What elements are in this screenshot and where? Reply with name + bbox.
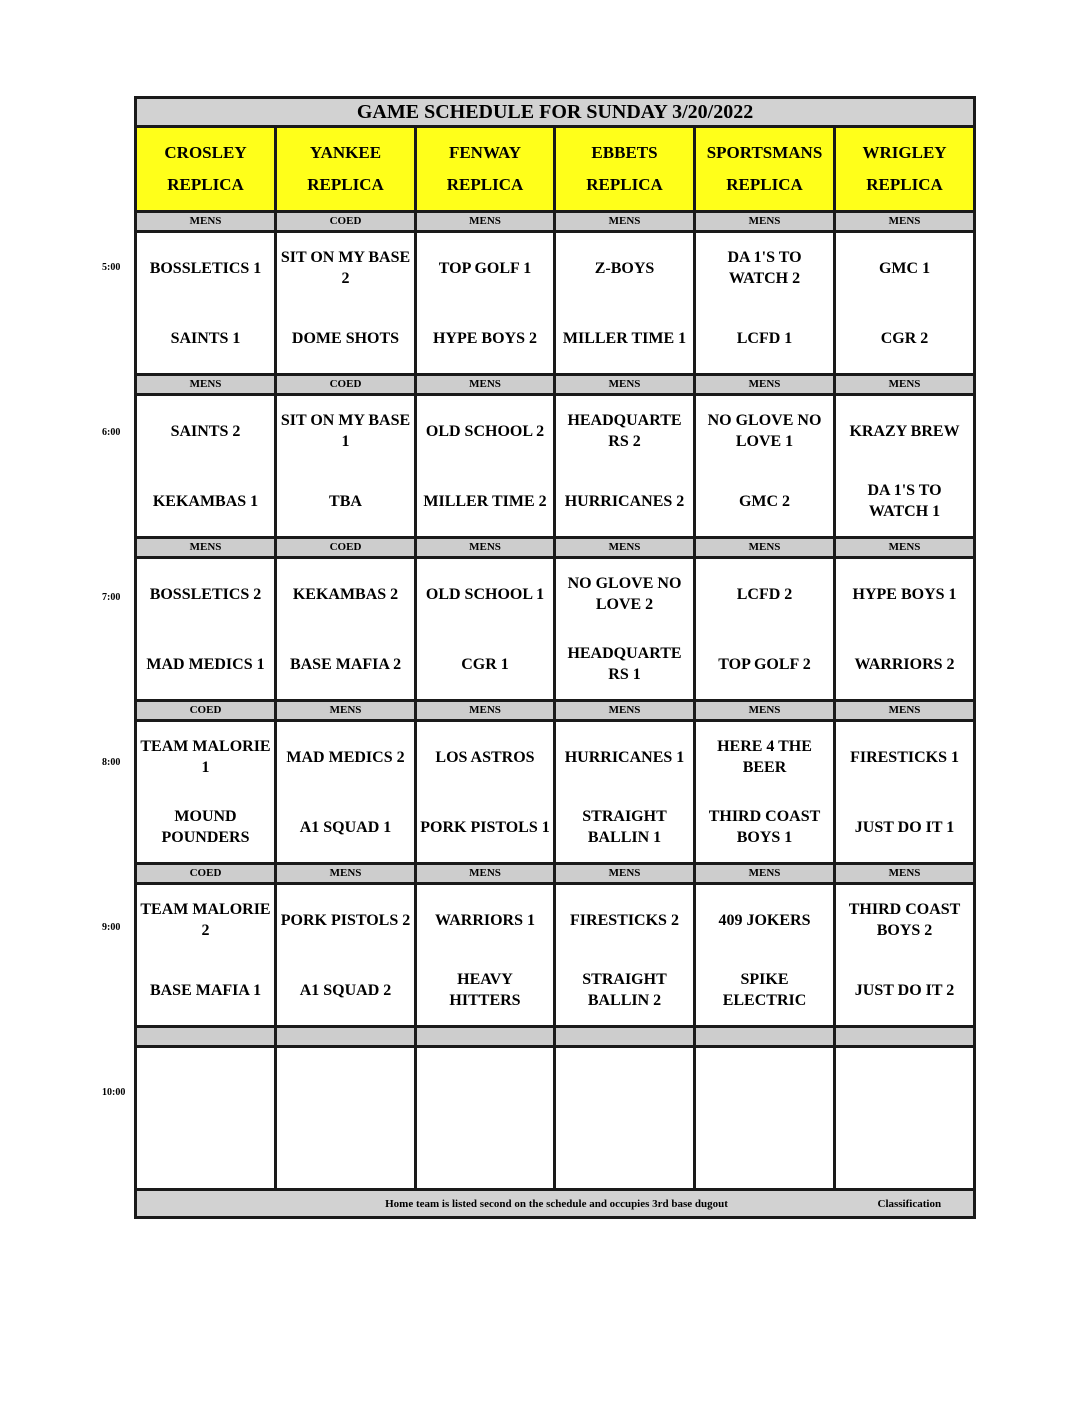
time-label: 10:00 — [102, 1087, 126, 1098]
classification-cell: MENS — [835, 212, 975, 232]
field-header-fenway — [416, 127, 555, 212]
game-cell — [276, 558, 416, 701]
away-team: KRAZY BREW — [849, 422, 960, 440]
away-team — [556, 1048, 693, 1118]
away-team: GMC 1 — [878, 259, 931, 277]
away-team — [277, 1048, 414, 1118]
field-header-ebbets — [555, 127, 695, 212]
game-cell — [276, 721, 416, 864]
away-team: TOP GOLF 1 — [438, 259, 532, 277]
away-team: TEAM MALORIE 2 — [140, 901, 271, 939]
classification-cell: MENS — [276, 701, 416, 721]
field-name: SPORTSMANS — [706, 143, 823, 162]
game-cell — [695, 884, 835, 1027]
field-subtitle: REPLICA — [866, 175, 943, 194]
classification-cell: MENS — [835, 701, 975, 721]
home-team: THIRD COAST BOYS 1 — [708, 808, 821, 846]
game-cell — [555, 1047, 695, 1190]
game-cell — [695, 395, 835, 538]
footer-cell — [136, 1190, 975, 1218]
away-team: SIT ON MY BASE 1 — [280, 412, 411, 450]
away-team — [696, 1048, 833, 1118]
matchup — [836, 396, 973, 536]
home-team — [836, 1118, 973, 1188]
matchup — [696, 722, 833, 862]
matchup — [277, 1048, 414, 1188]
matchup — [417, 885, 553, 1025]
home-team: BASE MAFIA 1 — [149, 981, 262, 999]
away-team: SIT ON MY BASE 2 — [280, 249, 411, 287]
game-cell — [136, 558, 276, 701]
away-team: OLD SCHOOL 2 — [425, 422, 545, 440]
matchup — [137, 396, 274, 536]
home-team: SAINTS 1 — [170, 329, 241, 347]
matchup — [137, 559, 274, 699]
home-team: GMC 2 — [738, 492, 791, 510]
home-team: MAD MEDICS 1 — [146, 655, 265, 673]
game-cell — [276, 232, 416, 375]
game-cell — [416, 232, 555, 375]
classification-cell: MENS — [695, 212, 835, 232]
game-cell — [695, 558, 835, 701]
classification-row — [136, 864, 975, 884]
classification-cell — [136, 1027, 276, 1047]
home-team: HURRICANES 2 — [564, 492, 685, 510]
classification-cell: COED — [276, 212, 416, 232]
away-team — [417, 1048, 553, 1118]
schedule-table — [134, 96, 976, 1219]
classification-cell: MENS — [136, 538, 276, 558]
time-label: 8:00 — [102, 757, 121, 768]
classification-cell — [555, 1027, 695, 1047]
matchup — [696, 885, 833, 1025]
matchup — [417, 559, 553, 699]
game-cell — [835, 721, 975, 864]
time-label: 7:00 — [102, 592, 121, 603]
away-team: DA 1'S TO WATCH 2 — [727, 249, 802, 287]
away-team: HERE 4 THE BEER — [717, 738, 812, 776]
game-cell — [555, 232, 695, 375]
game-cell — [695, 721, 835, 864]
game-row — [136, 232, 975, 375]
matchup — [277, 559, 414, 699]
game-cell — [416, 884, 555, 1027]
classification-row — [136, 538, 975, 558]
field-subtitle: REPLICA — [446, 175, 524, 194]
classification-legend: Classification — [877, 1197, 942, 1210]
field-subtitle: REPLICA — [307, 175, 384, 194]
away-team: FIRESTICKS 1 — [850, 748, 959, 766]
field-name: CROSLEY — [164, 143, 247, 162]
matchup — [696, 1048, 833, 1188]
matchup — [696, 396, 833, 536]
matchup — [556, 885, 693, 1025]
classification-cell: MENS — [416, 864, 555, 884]
game-cell — [835, 558, 975, 701]
home-team: BASE MAFIA 2 — [289, 655, 402, 673]
game-cell — [136, 884, 276, 1027]
home-team: LCFD 1 — [736, 329, 793, 347]
classification-cell: MENS — [136, 212, 276, 232]
matchup — [836, 559, 973, 699]
time-label: 9:00 — [102, 922, 121, 933]
game-row — [136, 558, 975, 701]
classification-cell: MENS — [695, 375, 835, 395]
classification-row — [136, 212, 975, 232]
home-team: MOUND POUNDERS — [161, 808, 250, 846]
away-team: PORK PISTOLS 2 — [280, 911, 411, 929]
game-cell — [136, 721, 276, 864]
footer-row — [136, 1190, 975, 1218]
field-header-row — [136, 127, 975, 212]
home-team: TOP GOLF 2 — [718, 655, 811, 673]
classification-cell: MENS — [835, 538, 975, 558]
classification-cell: MENS — [695, 538, 835, 558]
schedule-title: GAME SCHEDULE FOR SUNDAY 3/20/2022 — [136, 98, 975, 127]
classification-cell: MENS — [416, 375, 555, 395]
game-cell — [695, 1047, 835, 1190]
away-team: HEADQUARTE RS 2 — [567, 412, 682, 450]
away-team: 409 JOKERS — [718, 911, 811, 929]
time-label: 6:00 — [102, 427, 121, 438]
matchup — [137, 722, 274, 862]
home-team: HEAVY HITTERS — [449, 971, 521, 1009]
home-team: STRAIGHT BALLIN 1 — [582, 808, 667, 846]
time-label: 5:00 — [102, 262, 121, 273]
home-team — [277, 1118, 414, 1188]
away-team: OLD SCHOOL 1 — [425, 585, 545, 603]
game-row — [136, 395, 975, 538]
matchup — [836, 233, 973, 373]
home-team: MILLER TIME 1 — [562, 329, 687, 347]
matchup — [696, 559, 833, 699]
home-team: TBA — [329, 492, 362, 510]
classification-cell: MENS — [555, 212, 695, 232]
game-cell — [276, 884, 416, 1027]
game-cell — [136, 232, 276, 375]
game-cell — [555, 721, 695, 864]
game-cell — [416, 395, 555, 538]
classification-cell: MENS — [695, 701, 835, 721]
matchup — [836, 722, 973, 862]
classification-cell — [416, 1027, 555, 1047]
home-team: CGR 2 — [880, 329, 929, 347]
away-team: Z-BOYS — [594, 259, 655, 277]
classification-cell: COED — [136, 864, 276, 884]
home-team: CGR 1 — [461, 655, 509, 673]
away-team: SAINTS 2 — [170, 422, 241, 440]
classification-cell: MENS — [555, 864, 695, 884]
matchup — [277, 233, 414, 373]
matchup — [277, 885, 414, 1025]
classification-cell: MENS — [835, 864, 975, 884]
home-team — [417, 1118, 553, 1188]
classification-cell — [695, 1027, 835, 1047]
classification-row — [136, 375, 975, 395]
field-header-sportsmans — [695, 127, 835, 212]
home-team: PORK PISTOLS 1 — [420, 818, 550, 836]
home-team: A1 SQUAD 1 — [299, 818, 392, 836]
field-header-yankee — [276, 127, 416, 212]
matchup — [696, 233, 833, 373]
home-team — [696, 1118, 833, 1188]
home-team: JUST DO IT 2 — [854, 981, 955, 999]
home-team — [137, 1118, 274, 1188]
away-team: FIRESTICKS 2 — [570, 911, 679, 929]
game-row — [136, 721, 975, 864]
matchup — [556, 233, 693, 373]
home-team: WARRIORS 2 — [854, 655, 955, 673]
field-name: EBBETS — [591, 143, 658, 162]
classification-cell: MENS — [416, 538, 555, 558]
matchup — [417, 233, 553, 373]
matchup — [417, 722, 553, 862]
away-team — [137, 1048, 274, 1118]
classification-cell: MENS — [835, 375, 975, 395]
matchup — [277, 722, 414, 862]
home-team: HEADQUARTE RS 1 — [567, 645, 682, 683]
matchup — [556, 722, 693, 862]
away-team: THIRD COAST BOYS 2 — [848, 901, 961, 939]
matchup — [836, 885, 973, 1025]
game-cell — [416, 721, 555, 864]
matchup — [556, 559, 693, 699]
field-subtitle: REPLICA — [586, 175, 663, 194]
game-cell — [276, 395, 416, 538]
classification-cell: MENS — [416, 701, 555, 721]
game-cell — [276, 1047, 416, 1190]
game-cell — [835, 232, 975, 375]
game-cell — [555, 558, 695, 701]
home-team: KEKAMBAS 1 — [152, 492, 259, 510]
matchup — [417, 1048, 553, 1188]
classification-cell: MENS — [555, 538, 695, 558]
game-cell — [555, 884, 695, 1027]
field-header-wrigley — [835, 127, 975, 212]
classification-cell — [276, 1027, 416, 1047]
home-team: JUST DO IT 1 — [854, 818, 955, 836]
classification-cell: COED — [136, 701, 276, 721]
home-team: SPIKE ELECTRIC — [722, 971, 807, 1009]
home-team: STRAIGHT BALLIN 2 — [582, 971, 667, 1009]
away-team: HYPE BOYS 1 — [852, 585, 957, 603]
matchup — [277, 396, 414, 536]
away-team: NO GLOVE NO LOVE 1 — [707, 412, 822, 450]
field-subtitle: REPLICA — [726, 175, 803, 194]
schedule-title-row — [136, 98, 975, 127]
home-team: HYPE BOYS 2 — [432, 329, 537, 347]
home-team: MILLER TIME 2 — [423, 492, 547, 510]
matchup — [556, 396, 693, 536]
away-team: KEKAMBAS 2 — [292, 585, 399, 603]
home-team: DOME SHOTS — [291, 329, 400, 347]
game-cell — [136, 1047, 276, 1190]
classification-cell: MENS — [416, 212, 555, 232]
classification-cell: MENS — [695, 864, 835, 884]
away-team: BOSSLETICS 2 — [149, 585, 262, 603]
away-team: NO GLOVE NO LOVE 2 — [567, 575, 682, 613]
classification-cell: COED — [276, 375, 416, 395]
field-name: YANKEE — [309, 143, 382, 162]
classification-cell: MENS — [555, 701, 695, 721]
classification-cell — [835, 1027, 975, 1047]
game-cell — [136, 395, 276, 538]
game-cell — [695, 232, 835, 375]
game-row — [136, 1047, 975, 1190]
field-header-crosley — [136, 127, 276, 212]
away-team: MAD MEDICS 2 — [286, 748, 405, 766]
matchup — [137, 233, 274, 373]
game-cell — [416, 1047, 555, 1190]
classification-cell: MENS — [555, 375, 695, 395]
game-cell — [555, 395, 695, 538]
home-team: A1 SQUAD 2 — [299, 981, 392, 999]
classification-cell: COED — [276, 538, 416, 558]
matchup — [137, 885, 274, 1025]
home-team-note: Home team is listed second on the schedule and occupies 3rd base dugout — [385, 1197, 728, 1210]
field-name: FENWAY — [448, 143, 522, 162]
away-team: TEAM MALORIE 1 — [140, 738, 271, 776]
matchup — [417, 396, 553, 536]
away-team — [836, 1048, 973, 1118]
away-team: BOSSLETICS 1 — [149, 259, 262, 277]
field-subtitle: REPLICA — [167, 175, 244, 194]
away-team: WARRIORS 1 — [434, 911, 535, 929]
matchup — [137, 1048, 274, 1188]
matchup — [836, 1048, 973, 1188]
home-team — [556, 1118, 693, 1188]
game-row — [136, 884, 975, 1027]
game-cell — [835, 395, 975, 538]
game-cell — [835, 884, 975, 1027]
game-cell — [416, 558, 555, 701]
matchup — [556, 1048, 693, 1188]
away-team: LOS ASTROS — [435, 748, 535, 766]
home-team: DA 1'S TO WATCH 1 — [867, 482, 942, 520]
field-name: WRIGLEY — [862, 143, 947, 162]
classification-row — [136, 1027, 975, 1047]
away-team: HURRICANES 1 — [564, 748, 685, 766]
game-cell — [835, 1047, 975, 1190]
classification-cell: MENS — [136, 375, 276, 395]
classification-row — [136, 701, 975, 721]
classification-cell: MENS — [276, 864, 416, 884]
away-team: LCFD 2 — [736, 585, 793, 603]
